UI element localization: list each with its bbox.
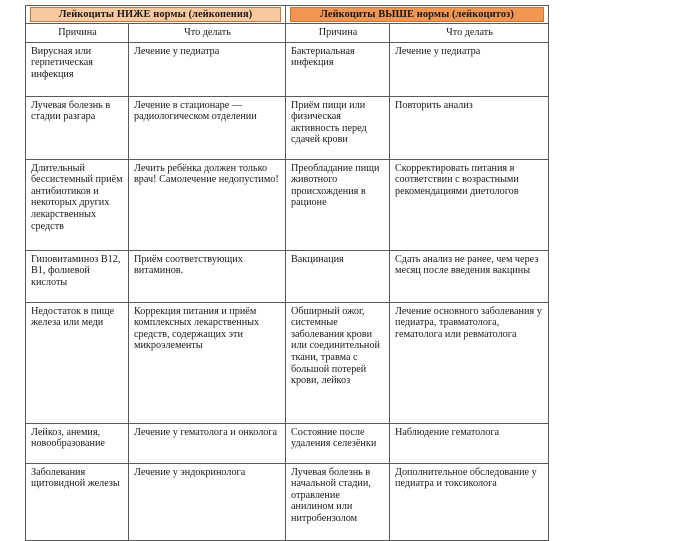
table-row [26,42,549,96]
cell-high-action: Дополнительное обследование у педиатра и токсиколога [390,463,549,540]
cell-high-action: Лечение основного заболевания у педиатра, травматолога, гематолога или ревматолога [390,302,549,423]
table-row [26,463,549,540]
header-low-action: Что делать [129,24,286,43]
banner-leukocytosis [286,6,549,24]
cell-high-cause: Приём пищи или физическая активность перед сдачей крови [286,96,390,159]
header-high-action: Что делать [390,24,549,43]
cell-high-action: Скорректировать питания в соответствии с возрастными рекомендациями диетологов [390,159,549,250]
table-row [26,250,549,302]
banner-leukocytosis-label: Лейкоциты ВЫШЕ нормы (лейкоцитоз) [290,7,544,22]
table-row [26,159,549,250]
cell-high-cause: Обширный ожог, системные заболевания крови или соединительной ткани, травма с большой потерей крови, лейкоз [286,302,390,423]
cell-high-cause: Преобладание пищи животного происхождения в рационе [286,159,390,250]
table-row [26,302,549,423]
cell-low-action: Лечение у педиатра [129,42,286,96]
cell-low-action: Приём соответствующих витаминов. [129,250,286,302]
cell-low-cause: Заболевания щитовидной железы [26,463,129,540]
cell-high-action: Сдать анализ не ранее, чем через месяц после введения вакцины [390,250,549,302]
cell-low-cause: Лейкоз, анемия, новообразование [26,423,129,463]
cell-low-cause: Длительный бессистемный приём антибиотиков и некоторых других лекарственных средств [26,159,129,250]
cell-low-cause: Вирусная или герпетическая инфекция [26,42,129,96]
cell-high-action: Повторить анализ [390,96,549,159]
cell-low-cause: Гиповитаминоз В12, В1, фолиевой кислоты [26,250,129,302]
banner-leukopenia [26,6,286,24]
cell-high-cause: Состояние после удаления селезёнки [286,423,390,463]
leukocytes-comparison-table [25,5,549,541]
table-row [26,96,549,159]
cell-low-cause: Недостаток в пище железа или меди [26,302,129,423]
cell-low-action: Лечение у гематолога и онколога [129,423,286,463]
cell-high-cause: Бактериальная инфекция [286,42,390,96]
cell-low-action: Лечить ребёнка должен только врач! Самолечение недопустимо! [129,159,286,250]
cell-high-action: Наблюдение гематолога [390,423,549,463]
cell-low-cause: Лучевая болезнь в стадии разгара [26,96,129,159]
group-banner-row [26,6,549,24]
cell-high-action: Лечение у педиатра [390,42,549,96]
column-header-row [26,24,549,43]
cell-low-action: Коррекция питания и приём комплексных лекарственных средств, содержащих эти микроэлементы [129,302,286,423]
header-high-cause: Причина [286,24,390,43]
cell-low-action: Лечение в стационаре — радиологическом отделении [129,96,286,159]
header-low-cause: Причина [26,24,129,43]
banner-leukopenia-label: Лейкоциты НИЖЕ нормы (лейкопения) [30,7,281,22]
cell-high-cause: Вакцинация [286,250,390,302]
cell-low-action: Лечение у эндокринолога [129,463,286,540]
cell-high-cause: Лучевая болезнь в начальной стадии, отравление анилином или нитробензолом [286,463,390,540]
table-row [26,423,549,463]
